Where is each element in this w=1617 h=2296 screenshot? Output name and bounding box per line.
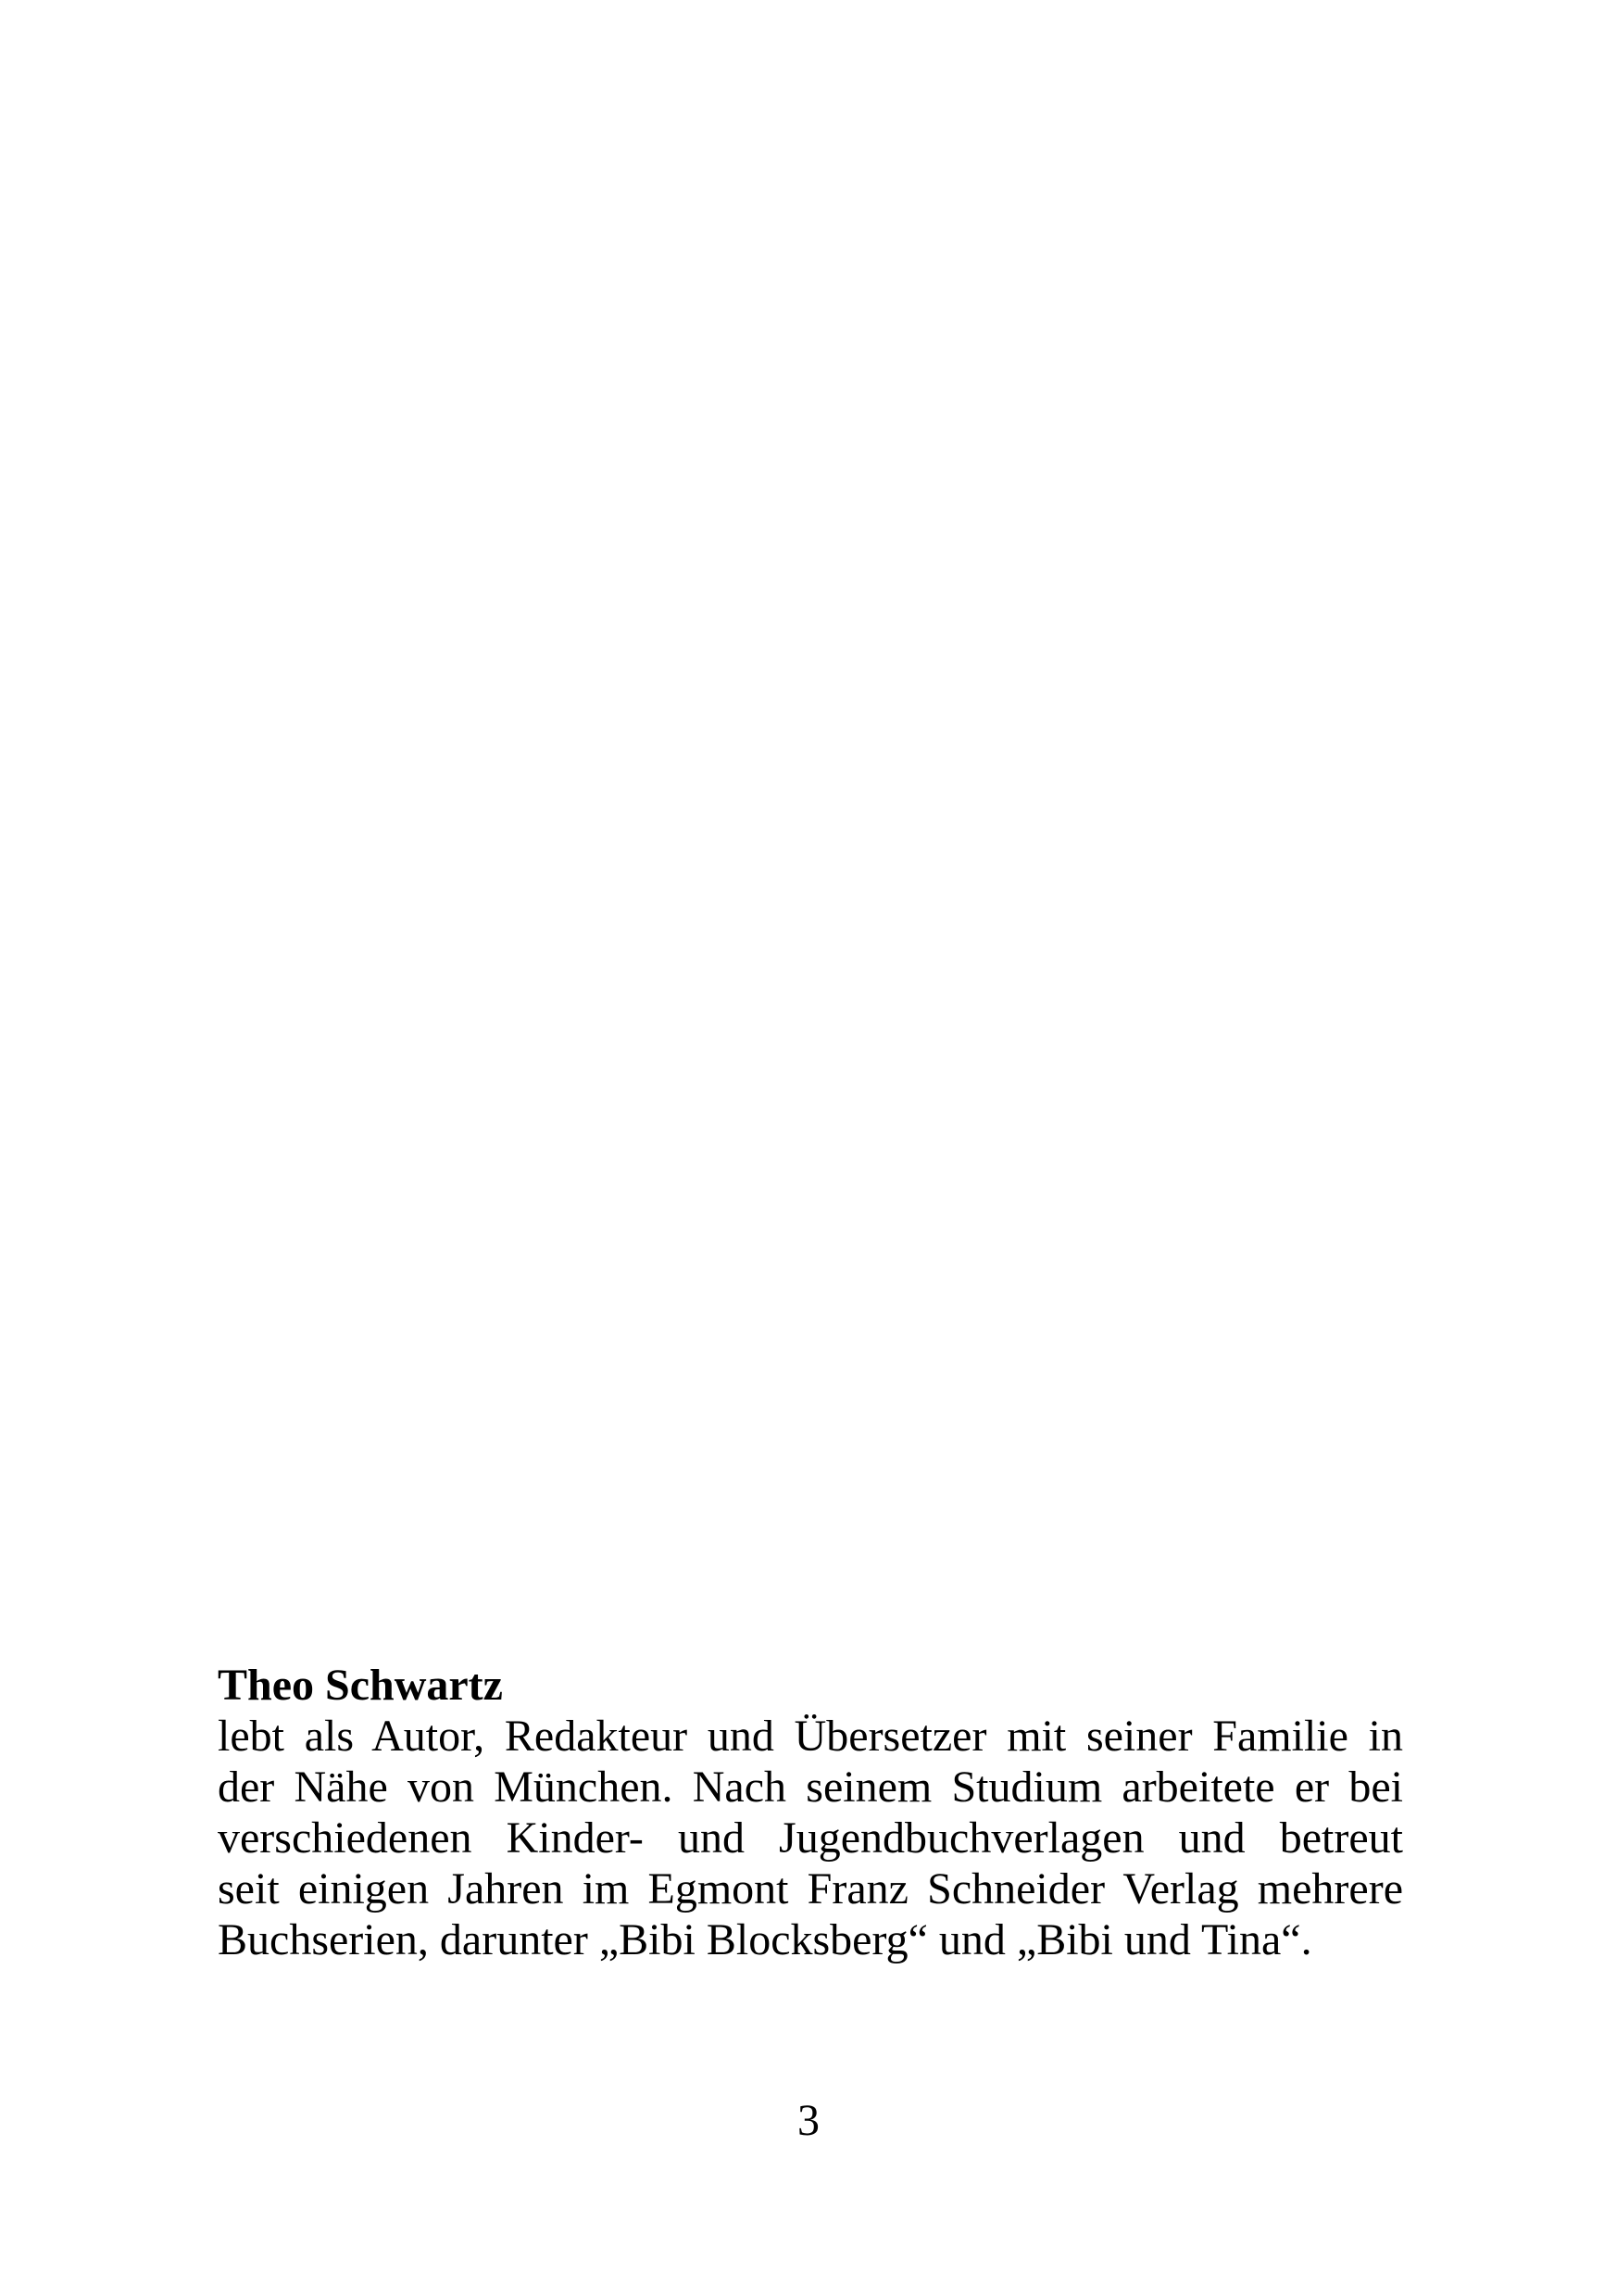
bio-line: Buchserien, darunter „Bibi Blocksberg“ und „Bibi und Tina“. <box>218 1915 1312 1964</box>
bio-line: lebt als Autor, Redakteur und Übersetzer mit seiner Familie in <box>218 1712 1403 1761</box>
bio-line: der Nähe von München. Nach seinem Studium arbeitete er bei <box>218 1763 1403 1812</box>
bio-text <box>218 1711 1403 1965</box>
author-name: Theo Schwartz <box>218 1661 503 1710</box>
author-bio <box>218 1660 1403 1965</box>
bio-line: seit einigen Jahren im Egmont Franz Schneider Verlag mehrere <box>218 1864 1403 1913</box>
page-number: 3 <box>797 2096 820 2145</box>
bio-line: verschiedenen Kinder- und Jugendbuchverlagen und betreut <box>218 1813 1403 1863</box>
